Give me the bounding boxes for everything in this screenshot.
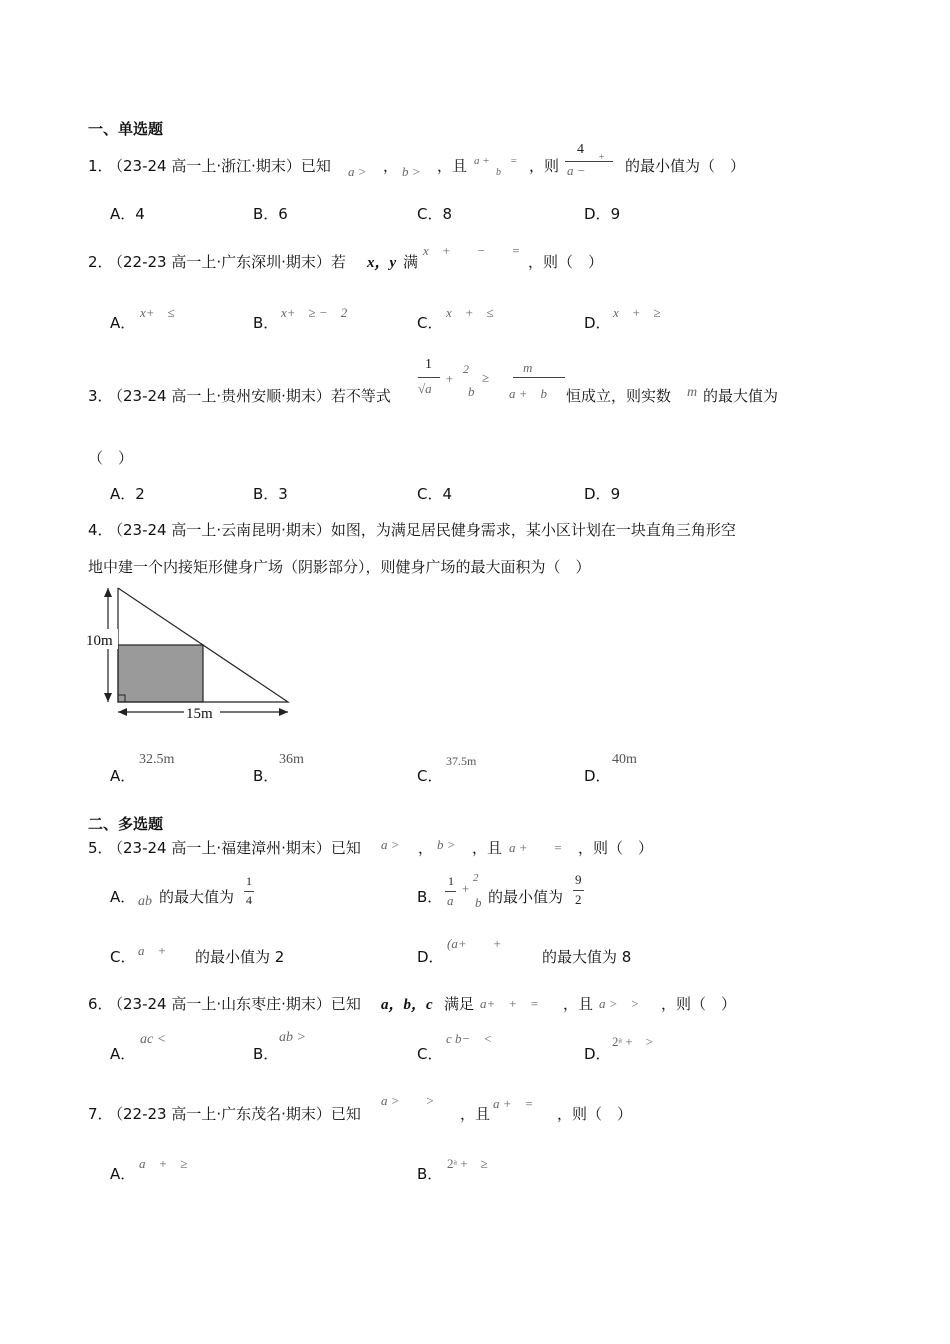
question-number: 5． xyxy=(88,839,113,857)
option-c[interactable]: C．8 xyxy=(417,205,453,223)
option-d[interactable]: D． xyxy=(584,1045,611,1063)
math-expr: a + = xyxy=(493,1096,534,1111)
separator: ， xyxy=(383,157,399,175)
option-a-desc: 的最大值为 xyxy=(159,888,235,906)
math-expr: + xyxy=(445,371,454,386)
fraction-numerator: 1 xyxy=(246,874,252,888)
section-title-multi-choice: 二、多选题 xyxy=(88,815,164,833)
option-b[interactable]: B．3 xyxy=(253,485,288,503)
question-text: （22-23 高一上·广东茂名·期末）已知 xyxy=(108,1105,361,1123)
question-text: （22-23 高一上·广东深圳·期末）若 xyxy=(108,253,346,271)
fraction-numerator: 2 xyxy=(463,362,469,376)
fraction-bar xyxy=(244,891,254,892)
option-a-expr: x+ ≤ xyxy=(140,305,175,320)
math-expr: ≥ xyxy=(482,370,490,385)
option-c[interactable]: C． xyxy=(417,767,443,785)
option-b[interactable]: B．6 xyxy=(253,205,288,223)
arrow-down-icon xyxy=(104,693,112,702)
fraction-denominator: b xyxy=(475,895,482,910)
arrow-left-icon xyxy=(118,708,127,716)
option-b[interactable]: B． xyxy=(253,1045,279,1063)
option-a-expr: a + ≥ xyxy=(139,1156,188,1171)
fraction-bar xyxy=(565,161,613,162)
question-number: 2． xyxy=(88,253,113,271)
option-b-desc: 的最小值为 xyxy=(488,888,564,906)
question-text-line2: 地中建一个内接矩形健身广场（阴影部分），则健身广场的最大面积为（ ） xyxy=(88,558,591,576)
fraction-denominator: a xyxy=(447,893,454,908)
math-expr: a > > xyxy=(599,996,640,1011)
option-c[interactable]: C． xyxy=(417,1045,443,1063)
option-d[interactable]: D．9 xyxy=(584,205,621,223)
option-c-value: 37.5m xyxy=(446,754,477,768)
option-d[interactable]: D．9 xyxy=(584,485,621,503)
option-a[interactable]: A．4 xyxy=(110,205,145,223)
question-text: （23-24 高一上·贵州安顺·期末）若不等式 xyxy=(108,387,391,405)
option-a-value: 32.5m xyxy=(139,752,175,767)
question-text: （23-24 高一上·浙江·期末）已知 xyxy=(108,157,331,175)
math-expr: x + − = xyxy=(423,243,521,258)
variables: a，b，c xyxy=(381,997,433,1013)
math-expr: = xyxy=(510,155,518,167)
answer-paren: （ ） xyxy=(88,449,134,467)
arrow-right-icon xyxy=(279,708,288,716)
option-d-value: 40m xyxy=(612,752,637,767)
fraction-bar xyxy=(418,377,440,378)
math-expr: + xyxy=(461,881,470,896)
math-expr: a + xyxy=(474,155,490,167)
math-expr: + xyxy=(598,152,605,163)
math-expr: b > xyxy=(437,837,456,852)
math-expr: a > xyxy=(381,837,400,852)
question-tail: ，则（ ） xyxy=(578,839,654,857)
option-a-expr: ab xyxy=(138,894,152,909)
fraction-denominator: √a xyxy=(418,381,432,396)
option-c[interactable]: C． xyxy=(417,314,443,332)
fraction-numerator: 2 xyxy=(473,872,479,884)
fraction-denominator: 4 xyxy=(246,893,252,907)
question-text-line1: （23-24 高一上·云南昆明·期末）如图，为满足居民健身需求，某小区计划在一块直角三角形空 xyxy=(108,521,736,539)
section-title-single-choice: 一、单选题 xyxy=(88,120,164,138)
math-expr: a + = xyxy=(509,840,563,855)
option-d-expr: x + ≥ xyxy=(613,305,661,320)
fraction-numerator: 9 xyxy=(575,872,582,887)
option-b-expr: x+ ≥ − 2 xyxy=(281,305,348,320)
base-label: 15m xyxy=(186,706,213,722)
fraction-numerator: m xyxy=(523,360,533,375)
option-a[interactable]: A． xyxy=(110,314,136,332)
option-a[interactable]: A．2 xyxy=(110,485,145,503)
question-number: 1． xyxy=(88,157,113,175)
option-b-expr: 2ᵃ + ≥ xyxy=(447,1156,488,1171)
option-a[interactable]: A． xyxy=(110,767,136,785)
option-b[interactable]: B． xyxy=(253,314,279,332)
option-b-expr: ab > xyxy=(279,1030,306,1045)
option-d[interactable]: D． xyxy=(584,767,611,785)
option-c[interactable]: C． xyxy=(110,948,136,966)
separator: ，且 xyxy=(563,995,594,1013)
fraction-denominator: 2 xyxy=(575,892,582,907)
option-d[interactable]: D． xyxy=(584,314,611,332)
option-b[interactable]: B． xyxy=(417,888,443,906)
question-tail: 的最小值为（ ） xyxy=(625,157,746,175)
option-b[interactable]: B． xyxy=(253,767,279,785)
math-expr: a+ + = xyxy=(480,996,539,1011)
question-number: 6． xyxy=(88,995,113,1013)
option-a-expr: ac < xyxy=(140,1032,167,1047)
question-number: 3． xyxy=(88,387,113,405)
height-label: 10m xyxy=(86,633,113,649)
fraction-denominator: b xyxy=(468,384,475,399)
option-a[interactable]: A． xyxy=(110,1045,136,1063)
separator: ，且 xyxy=(472,839,503,857)
option-a[interactable]: A． xyxy=(110,1165,136,1183)
math-expr: b > xyxy=(402,164,421,179)
option-c-expr: a + xyxy=(138,943,167,958)
question-tail: ，则（ ） xyxy=(557,1105,633,1123)
math-expr: a > > xyxy=(381,1093,435,1108)
separator: ，则 xyxy=(529,157,560,175)
option-c-desc: 的最小值为 2 xyxy=(195,948,285,966)
question-tail: 的最大值为 xyxy=(703,387,779,405)
question-tail: ，则（ ） xyxy=(661,995,737,1013)
shaded-rectangle xyxy=(118,645,203,702)
option-d-desc: 的最大值为 8 xyxy=(542,948,632,966)
question-tail: ，则（ ） xyxy=(528,253,604,271)
question-number: 4． xyxy=(88,521,113,539)
math-expr: b xyxy=(496,167,501,178)
fraction-numerator: 1 xyxy=(425,357,432,372)
question-number: 7． xyxy=(88,1105,113,1123)
option-c-expr: x + ≤ xyxy=(446,305,494,320)
option-d-expr: 2ᵃ + > xyxy=(612,1034,653,1049)
fraction-numerator: 4 xyxy=(577,142,584,157)
question-text: （23-24 高一上·福建漳州·期末）已知 xyxy=(108,839,361,857)
option-d[interactable]: D． xyxy=(417,948,444,966)
option-b[interactable]: B． xyxy=(417,1165,443,1183)
math-expr: a > xyxy=(348,164,367,179)
separator: ， xyxy=(418,839,434,857)
fraction-bar xyxy=(573,890,584,891)
option-c[interactable]: C．4 xyxy=(417,485,453,503)
fraction-numerator: 1 xyxy=(448,874,454,888)
variable: m xyxy=(687,385,698,400)
question-text: 恒成立，则实数 xyxy=(566,387,672,405)
arrow-up-icon xyxy=(104,588,112,597)
separator: ，且 xyxy=(460,1105,491,1123)
question-text: 满足 xyxy=(444,995,475,1013)
separator: ，且 xyxy=(437,157,468,175)
fraction-denominator: a − xyxy=(567,163,586,178)
right-triangle-figure xyxy=(82,584,302,724)
option-b-value: 36m xyxy=(279,752,304,767)
variables: x，y xyxy=(367,255,397,271)
option-c-expr: c b− < xyxy=(446,1031,493,1046)
question-text: 满 xyxy=(403,253,419,271)
fraction-bar xyxy=(445,891,456,892)
option-a[interactable]: A． xyxy=(110,888,136,906)
question-text: （23-24 高一上·山东枣庄·期末）已知 xyxy=(108,995,361,1013)
option-d-expr: (a+ + xyxy=(447,936,502,951)
fraction-denominator: a + b xyxy=(509,386,548,401)
fraction-bar xyxy=(513,377,565,378)
